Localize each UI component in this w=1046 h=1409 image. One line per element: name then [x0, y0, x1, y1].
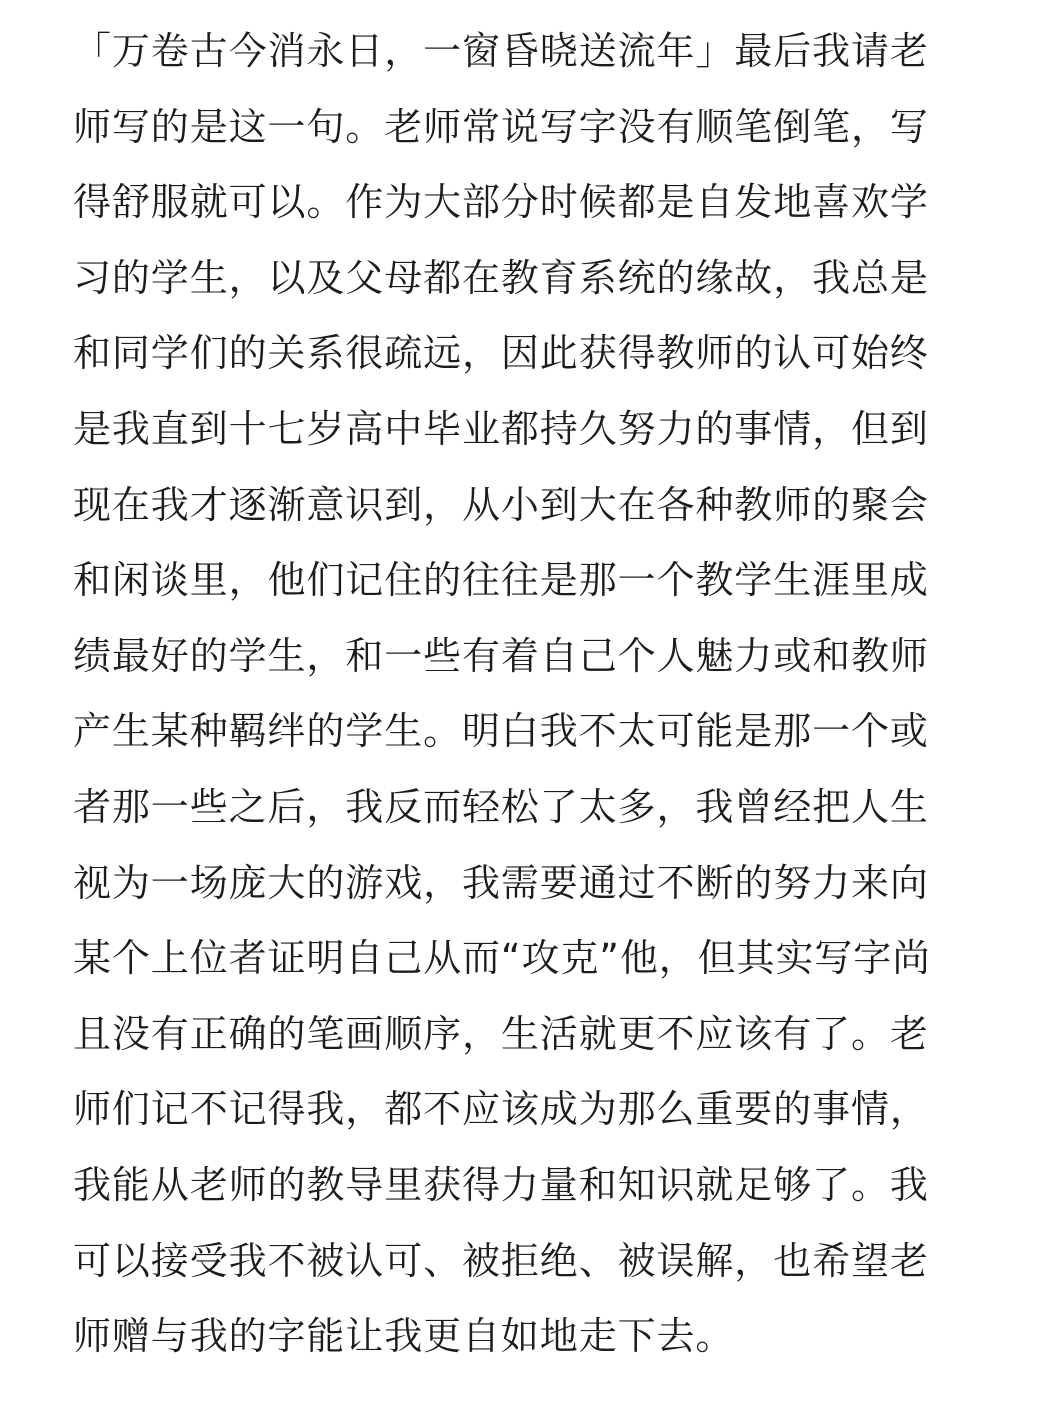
- text-line: 和闲谈里，他们记住的往往是那一个教学生涯里成: [73, 558, 929, 603]
- text-line: 可以接受我不被认可、被拒绝、被误解，也希望老: [73, 1238, 929, 1283]
- text-line: 绩最好的学生，和一些有着自己个人魅力或和教师: [73, 633, 929, 678]
- text-line: 现在我才逐渐意识到，从小到大在各种教师的聚会: [73, 482, 929, 527]
- text-line: 视为一场庞大的游戏，我需要通过不断的努力来向: [73, 860, 929, 905]
- text-line: 师赠与我的字能让我更自如地走下去。: [73, 1314, 735, 1359]
- text-line: 习的学生，以及父母都在教育系统的缘故，我总是: [73, 255, 929, 300]
- text-line: 是我直到十七岁高中毕业都持久努力的事情，但到: [73, 406, 929, 451]
- text-line: 产生某种羁绊的学生。明白我不太可能是那一个或: [73, 709, 929, 754]
- text-line: 「万卷古今消永日，一窗昏晓送流年」最后我请老: [73, 29, 929, 73]
- article-text: [73, 14, 983, 1375]
- text-line: 和同学们的关系很疏远，因此获得教师的认可始终: [73, 331, 929, 376]
- text-line: 我能从老师的教导里获得力量和知识就足够了。我: [73, 1162, 929, 1207]
- text-line: 师们记不记得我，都不应该成为那么重要的事情，: [73, 1087, 929, 1132]
- text-line: 得舒服就可以。作为大部分时候都是自发地喜欢学: [73, 180, 929, 225]
- text-line: 且没有正确的笔画顺序，生活就更不应该有了。老: [73, 1011, 929, 1056]
- text-line: 某个上位者证明自己从而“攻克”他，但其实写字尚: [73, 936, 932, 981]
- text-line: 者那一些之后，我反而轻松了太多，我曾经把人生: [73, 784, 929, 829]
- text-line: 师写的是这一句。老师常说写字没有顺笔倒笔，写: [73, 104, 929, 149]
